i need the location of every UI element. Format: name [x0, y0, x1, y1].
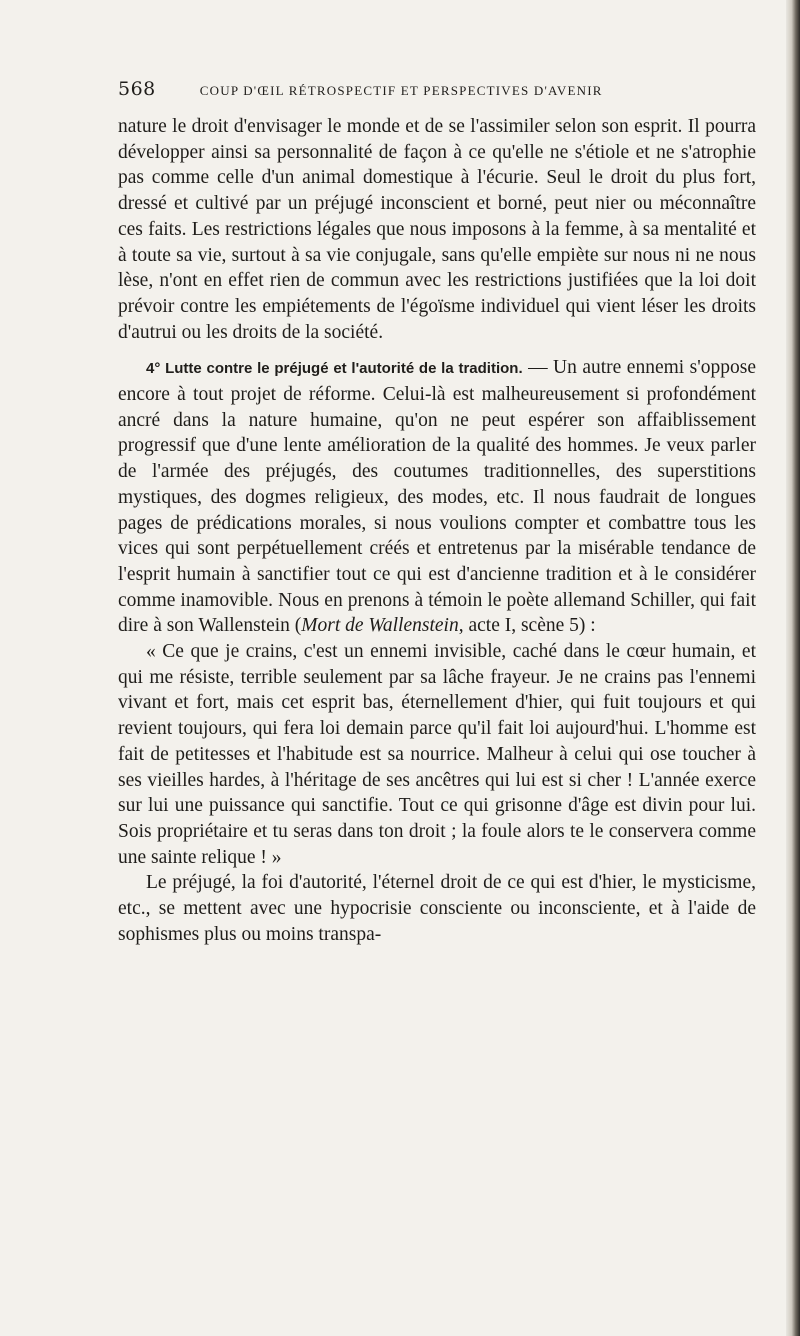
quotation: « Ce que je crains, c'est un ennemi invisible, caché dans le cœur humain, et qui me résiste, terrible seulement par sa lâche frayeur. Je ne crains pas l'ennemi vivant et fort, mais cet esprit bas, éternellement d'hier, qui fuit toujours et qui revient toujours, qui fera loi demain parce qu'il fait loi aujourd'hui. L'homme est fait de petitesses et l'habitude est sa nourrice. Malheur à celui qui ose toucher à ses vieilles hardes, à l'héritage de ses ancêtres qui lui est si cher ! L'année exerce sur lui une puissance qui sanctifie. Tout ce qui grisonne d'âge est divin pour lui. Sois propriétaire et tu seras dans ton droit ; la foule alors te le conservera comme une sainte relique ! »	[118, 641, 756, 868]
section-heading: 4° Lutte contre le préjugé et l'autorité de la tradition.	[146, 360, 523, 378]
page-number: 568	[118, 78, 156, 100]
paragraph-3: Le préjugé, la foi d'autorité, l'éternel droit de ce qui est d'hier, le mysticisme, etc., se mettent avec une hypocrisie consciente ou inconsciente, et à l'aide de sophismes plus ou moins transpa-	[118, 872, 756, 945]
paragraph-1: nature le droit d'envisager le monde et de se l'assimiler selon son esprit. Il pourra développer ainsi sa personnalité de façon à ce qu'elle ne s'étiole et ne s'atrophie pas comme celle d'un animal domestique à l'écurie. Seul le droit du plus fort, dressé et cultivé par un préjugé inconscient et borné, peut nier ou méconnaître ces faits. Les restrictions légales que nous imposons à la femme, à sa mentalité et à toute sa vie, surtout à sa vie conjugale, sans qu'elle empiète sur nous ni ne nous lèse, n'ont en effet rien de commun avec les restrictions justifiées que la loi doit prévoir contre les empiétements de l'égoïsme individuel qui vient léser les droits d'autrui ou les droits de la société.	[118, 116, 756, 343]
paragraph-2-text: — Un autre ennemi s'oppose encore à tout projet de réforme. Celui-là est malheureusement si profondément ancré dans la nature humaine, qu'on ne peut espérer son affaiblissement progressif que d'une lente amélioration de la qualité des hommes. Je veux parler de l'armée des préjugés, des coutumes traditionnelles, des superstitions mystiques, des dogmes religieux, des modes, etc. Il nous faudrait de longues pages de prédications morales, si nous voulions compter et combattre tous les vices qui sont perpétuellement créés et entretenus par la misérable tendance de l'esprit humain à sanctifier tout ce qui est d'ancienne tradition et à le considérer comme inamovible. Nous en prenons à témoin le poète allemand Schiller, qui fait dire à son Wallenstein (	[118, 357, 757, 637]
page-edge-shadow	[786, 0, 800, 1336]
body-text	[118, 114, 756, 948]
page-header	[118, 78, 738, 102]
paragraph-2	[118, 355, 756, 639]
running-title: COUP D'ŒIL RÉTROSPECTIF ET PERSPECTIVES D'AVENIR	[199, 83, 603, 98]
paragraph-2-end: , acte I, scène 5) :	[458, 615, 596, 637]
work-title: Mort de Wallenstein	[301, 615, 459, 637]
